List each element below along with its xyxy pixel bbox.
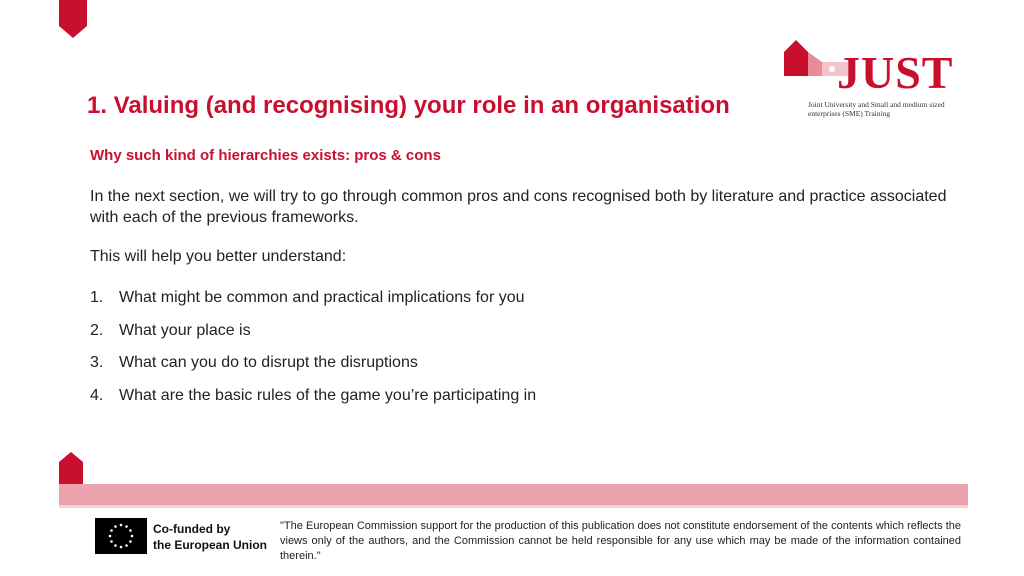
eu-label-line2: the European Union xyxy=(153,538,267,552)
logo-wordmark: JUST xyxy=(837,47,954,98)
bookmark-tab-icon xyxy=(59,0,87,38)
list-item-number: 3. xyxy=(90,354,104,371)
eu-cofunded-label xyxy=(153,521,267,553)
logo-subtitle: Joint University and Small and medium sized enterprises (SME) Training xyxy=(808,100,945,118)
list-item-number: 4. xyxy=(90,386,104,404)
slide-title: 1. Valuing (and recognising) your role in an organisation xyxy=(87,92,730,119)
list-item-number: 2. xyxy=(90,321,104,339)
lead-sentence: This will help you better understand: xyxy=(90,248,347,265)
eu-flag-icon xyxy=(95,518,147,554)
eu-disclaimer: "The European Commission support for the production of this publication does not constitute endorsement of the contents which reflects the views only of the authors, and the Commission cannot be held responsible for any use which may be made of the information contained therein." xyxy=(280,520,961,562)
list-item-text: What your place is xyxy=(119,321,251,339)
eu-label-line1: Co-funded by xyxy=(153,522,231,536)
footer-band xyxy=(59,484,968,506)
footer-band-shadow xyxy=(59,505,968,508)
list-item-text: What might be common and practical implications for you xyxy=(119,289,525,306)
intro-paragraph: In the next section, we will try to go through common pros and cons recognised both by literature and practice associated with each of the previous frameworks. xyxy=(90,188,947,226)
list-item-text: What are the basic rules of the game you’re participating in xyxy=(119,386,537,404)
list-item-text: What can you do to disrupt the disruptions xyxy=(119,354,418,371)
list-item-number: 1. xyxy=(90,289,104,306)
bookmark-tab-icon xyxy=(59,452,83,486)
just-logo xyxy=(782,40,967,120)
slide-subtitle: Why such kind of hierarchies exists: pros & cons xyxy=(90,147,441,164)
